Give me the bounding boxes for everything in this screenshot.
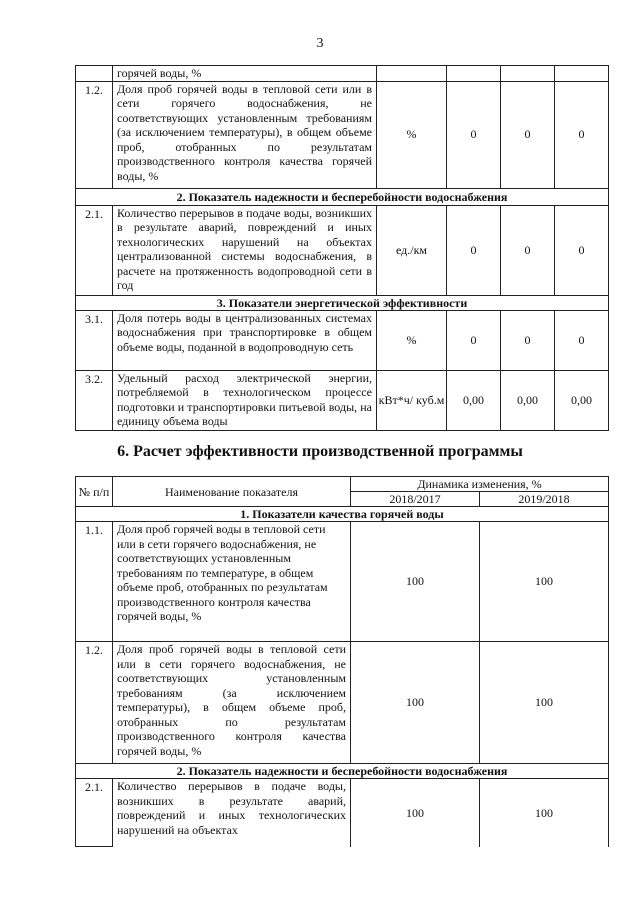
section-row [76,295,609,310]
number-header: № п/п [76,477,113,507]
table-row [76,205,609,295]
section-title: 3. Показатели энергетической эффективности [76,295,609,310]
indicator-name-cell: Доля проб горячей воды в тепловой сети или в сети горячего водоснабжения, не соответствующих установленным требованиям по температуре, в общем объеме проб, отобранных по результатам производственного контроля качества горячей воды, % [113,522,351,642]
row-number-cell: 2.1. [76,779,113,847]
table-row [76,310,609,370]
table-row [76,66,609,82]
indicator-name-cell: горячей воды, % [113,66,377,82]
value-cell: 100 [351,642,480,764]
value-cell: 0 [555,205,609,295]
indicator-name-cell: Доля потерь воды в централизованных системах водоснабжения при транспортировке в общем объеме воды, поданной в водопроводную сеть [113,310,377,370]
row-number-cell [76,66,113,82]
table-row [76,81,609,188]
period-header: 2019/2018 [480,492,609,507]
unit-cell: кВт*ч/ куб.м [377,370,447,430]
value-cell: 0,00 [555,370,609,430]
section-row [76,188,609,205]
value-cell: 0 [447,205,501,295]
row-number-cell: 1.2. [76,81,113,188]
value-cell: 0 [447,310,501,370]
section-title: 2. Показатель надежности и бесперебойности водоснабжения [76,188,609,205]
table-row [76,779,609,847]
dynamics-header: Динамика изменения, % [351,477,609,492]
value-cell: 100 [480,522,609,642]
table-row [76,370,609,430]
indicator-name-cell: Количество перерывов в подаче воды, возникших в результате аварий, повреждений и иных технологических нарушений на объектах [113,779,351,847]
value-cell: 0 [447,81,501,188]
value-cell: 0 [501,81,555,188]
name-header: Наименование показателя [113,477,351,507]
value-cell: 100 [480,779,609,847]
indicator-name-cell: Удельный расход электрической энергии, потребляемой в технологическом процессе подготовки и транспортировки питьевой воды, на единицу объема воды [113,370,377,430]
indicator-name-cell: Доля проб горячей воды в тепловой сети или в сети горячего водоснабжения, не соответствующих установленным требованиям (за исключением температуры), в общем объеме проб, отобранных по результатам производственного контроля качества горячей воды, % [113,81,377,188]
value-cell: 0 [555,81,609,188]
unit-cell: % [377,310,447,370]
table-row [76,522,609,642]
unit-cell: % [377,81,447,188]
page-number: 3 [316,36,324,51]
indicator-name-cell: Доля проб горячей воды в тепловой сети или в сети горячего водоснабжения, не соответствующих установленным требованиям (за исключением температуры), в общем объеме проб, отобранных по результатам производственного контроля качества горячей воды, % [113,642,351,764]
period-header: 2018/2017 [351,492,480,507]
indicator-name-cell: Количество перерывов в подаче воды, возникших в результате аварий, повреждений и иных технологических нарушений на объектах централизованной системы водоснабжения, в расчете на протяженность водопроводной сети в год [113,205,377,295]
indicators-table-continued [75,65,609,431]
table-row [76,642,609,764]
efficiency-table [75,476,609,847]
section-row [76,507,609,522]
section-heading: 6. Расчет эффективности производственной программы [117,443,523,460]
row-number-cell: 1.2. [76,642,113,764]
section-title: 1. Показатели качества горячей воды [76,507,609,522]
unit-cell: ед./км [377,205,447,295]
value-cell: 0,00 [501,370,555,430]
row-number-cell: 1.1. [76,522,113,642]
row-number-cell: 3.1. [76,310,113,370]
value-cell: 100 [351,779,480,847]
value-cell: 100 [480,642,609,764]
header-row [76,477,609,492]
row-number-cell: 3.2. [76,370,113,430]
section-title: 2. Показатель надежности и бесперебойности водоснабжения [76,764,609,779]
value-cell: 0 [501,310,555,370]
value-cell: 0 [501,205,555,295]
section-row [76,764,609,779]
row-number-cell: 2.1. [76,205,113,295]
value-cell: 100 [351,522,480,642]
value-cell: 0 [555,310,609,370]
value-cell: 0,00 [447,370,501,430]
